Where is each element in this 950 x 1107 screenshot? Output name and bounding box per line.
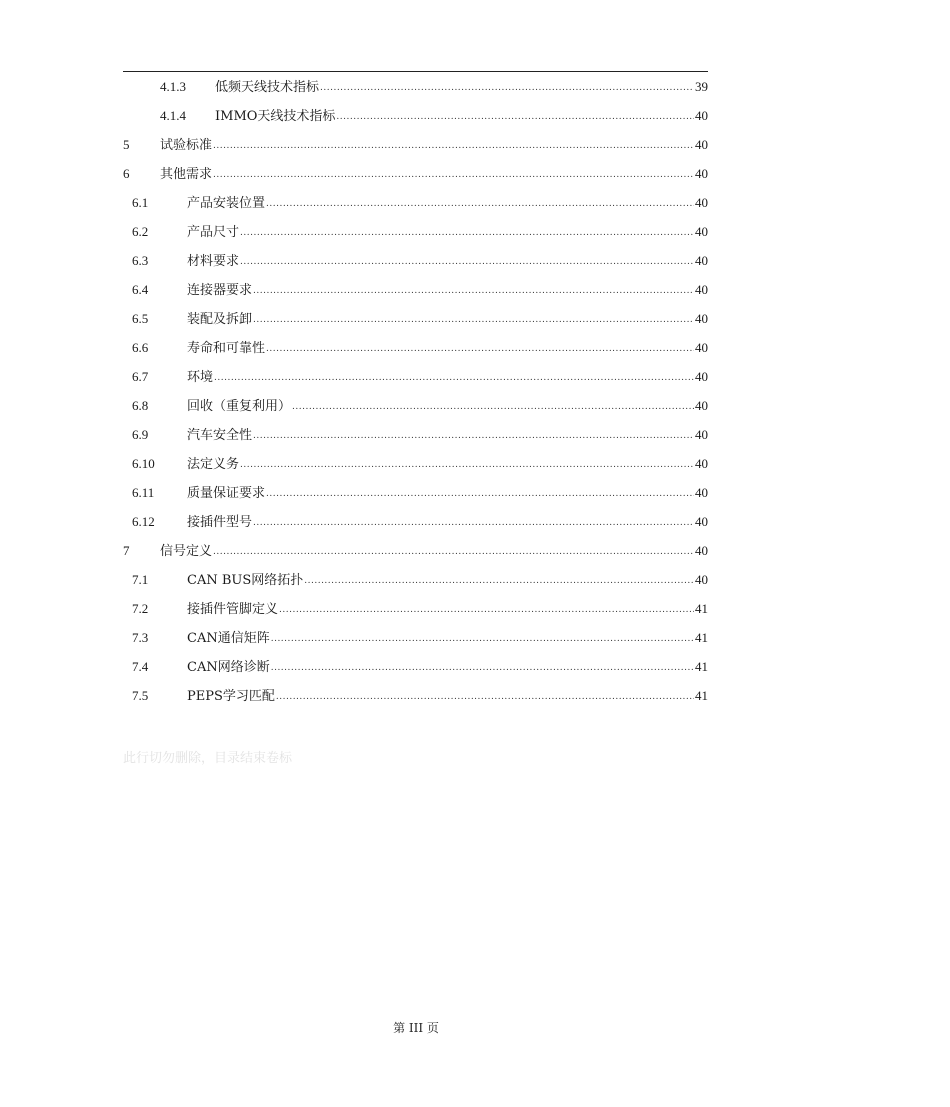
- toc-entry-page-number: 40: [695, 166, 708, 181]
- toc-entry-number: 6.9: [132, 427, 149, 442]
- page-footer: 第 III 页: [393, 1021, 439, 1035]
- toc-entry-title: 低频天线技术指标: [215, 80, 320, 95]
- toc-entry[interactable]: [123, 449, 708, 478]
- toc-dot-leader: [304, 567, 694, 596]
- toc-entry[interactable]: [123, 478, 708, 507]
- toc-entry-page-number: 40: [695, 282, 708, 297]
- toc-entry-page-number: 41: [695, 688, 708, 703]
- toc-entry-number: 6.4: [132, 282, 149, 297]
- toc-entry-page-number: 40: [695, 253, 708, 268]
- toc-entry-page-number: 40: [695, 224, 708, 239]
- toc-entry-page-number: 41: [695, 601, 708, 616]
- toc-entry-title: 装配及拆卸: [187, 312, 253, 327]
- toc-dot-leader: [240, 248, 694, 277]
- toc-entry[interactable]: [123, 72, 708, 101]
- toc-entry[interactable]: [123, 420, 708, 449]
- toc-dot-leader: [253, 422, 694, 451]
- toc-dot-leader: [240, 451, 694, 480]
- toc-entry[interactable]: [123, 536, 708, 565]
- toc-entry[interactable]: [123, 304, 708, 333]
- toc-entry-page-number: 40: [695, 195, 708, 210]
- toc-entry-title: 连接器要求: [187, 283, 253, 298]
- toc-entry-page-number: 40: [695, 427, 708, 442]
- toc-entry-number: 6.11: [132, 485, 155, 500]
- toc-entry-page-number: 41: [695, 630, 708, 645]
- toc-dot-leader: [253, 306, 694, 335]
- toc-entry-page-number: 40: [695, 340, 708, 355]
- toc-entry-number: 7.5: [132, 688, 149, 703]
- toc-entry-title: IMMO天线技术指标: [215, 109, 336, 124]
- toc-entry[interactable]: [123, 565, 708, 594]
- toc-entry-number: 7.2: [132, 601, 149, 616]
- toc-entry-number: 6.6: [132, 340, 149, 355]
- toc-entry[interactable]: [123, 217, 708, 246]
- toc-entry-title: 产品安装位置: [187, 196, 266, 211]
- toc-entry-title: 法定义务: [187, 457, 240, 472]
- toc-dot-leader: [292, 393, 694, 422]
- toc-dot-leader: [266, 335, 694, 364]
- toc-entry-page-number: 40: [695, 514, 708, 529]
- toc-dot-leader: [240, 219, 694, 248]
- toc-entry-page-number: 40: [695, 108, 708, 123]
- toc-entry-number: 6.2: [132, 224, 149, 239]
- toc-entry-page-number: 40: [695, 311, 708, 326]
- toc-dot-leader: [320, 74, 694, 103]
- toc-end-marker: 此行切勿删除，目录结束卷标: [123, 751, 293, 766]
- toc-entry-title: 汽车安全性: [187, 428, 253, 443]
- toc-dot-leader: [253, 509, 694, 538]
- toc-entry-title: 试验标准: [160, 138, 213, 153]
- toc-entry-number: 7.3: [132, 630, 149, 645]
- toc-entry-title: PEPS学习匹配: [187, 689, 275, 704]
- toc-entry[interactable]: [123, 652, 708, 681]
- toc-entry-page-number: 41: [695, 659, 708, 674]
- toc-entry-number: 6.10: [132, 456, 155, 471]
- toc-entry-title: 寿命和可靠性: [187, 341, 266, 356]
- toc-dot-leader: [213, 132, 694, 161]
- toc-entry-title: 质量保证要求: [187, 486, 266, 501]
- toc-dot-leader: [213, 161, 694, 190]
- toc-entry-number: 6.1: [132, 195, 149, 210]
- toc-entry[interactable]: [123, 130, 708, 159]
- toc-entry-number: 6.7: [132, 369, 149, 384]
- toc-entry-title: 接插件管脚定义: [187, 602, 279, 617]
- toc-entry-number: 4.1.3: [160, 79, 186, 94]
- toc-entry[interactable]: [123, 159, 708, 188]
- toc-dot-leader: [266, 480, 694, 509]
- toc-entry-title: 回收（重复利用）: [187, 399, 292, 414]
- toc-entry[interactable]: [123, 507, 708, 536]
- toc-dot-leader: [214, 364, 694, 393]
- toc-entry-number: 7.1: [132, 572, 149, 587]
- table-of-contents: [123, 72, 708, 710]
- toc-entry-number: 6.3: [132, 253, 149, 268]
- toc-entry[interactable]: [123, 101, 708, 130]
- toc-entry-title: CAN BUS网络拓扑: [187, 573, 304, 588]
- toc-dot-leader: [253, 277, 694, 306]
- toc-entry-number: 6.12: [132, 514, 155, 529]
- toc-entry[interactable]: [123, 362, 708, 391]
- toc-entry[interactable]: [123, 246, 708, 275]
- toc-entry-number: 4.1.4: [160, 108, 186, 123]
- toc-entry[interactable]: [123, 391, 708, 420]
- toc-entry-title: 其他需求: [160, 167, 213, 182]
- toc-entry-page-number: 40: [695, 369, 708, 384]
- toc-dot-leader: [213, 538, 694, 567]
- toc-dot-leader: [266, 190, 694, 219]
- toc-entry-number: 5: [123, 137, 130, 152]
- toc-entry-page-number: 40: [695, 543, 708, 558]
- toc-entry-title: 信号定义: [160, 544, 213, 559]
- toc-entry-page-number: 40: [695, 485, 708, 500]
- toc-entry-title: 环境: [187, 370, 214, 385]
- toc-entry-title: 产品尺寸: [187, 225, 240, 240]
- toc-entry-page-number: 40: [695, 398, 708, 413]
- toc-entry-number: 6.5: [132, 311, 149, 326]
- toc-dot-leader: [279, 596, 694, 625]
- toc-entry-page-number: 39: [695, 79, 708, 94]
- toc-entry-title: 材料要求: [187, 254, 240, 269]
- toc-dot-leader: [276, 683, 694, 712]
- toc-dot-leader: [336, 103, 694, 132]
- toc-entry[interactable]: [123, 594, 708, 623]
- toc-entry-title: 接插件型号: [187, 515, 253, 530]
- toc-entry-number: 7.4: [132, 659, 149, 674]
- toc-entry-page-number: 40: [695, 456, 708, 471]
- toc-entry-number: 6: [123, 166, 130, 181]
- toc-entry[interactable]: [123, 333, 708, 362]
- toc-entry[interactable]: [123, 623, 708, 652]
- toc-entry[interactable]: [123, 188, 708, 217]
- toc-entry-page-number: 40: [695, 137, 708, 152]
- toc-entry[interactable]: [123, 681, 708, 710]
- toc-entry-number: 6.8: [132, 398, 149, 413]
- toc-entry-number: 7: [123, 543, 130, 558]
- toc-entry-title: CAN网络诊断: [187, 660, 270, 675]
- toc-entry-title: CAN通信矩阵: [187, 631, 270, 646]
- toc-dot-leader: [271, 654, 694, 683]
- toc-dot-leader: [271, 625, 694, 654]
- toc-entry-page-number: 40: [695, 572, 708, 587]
- toc-entry[interactable]: [123, 275, 708, 304]
